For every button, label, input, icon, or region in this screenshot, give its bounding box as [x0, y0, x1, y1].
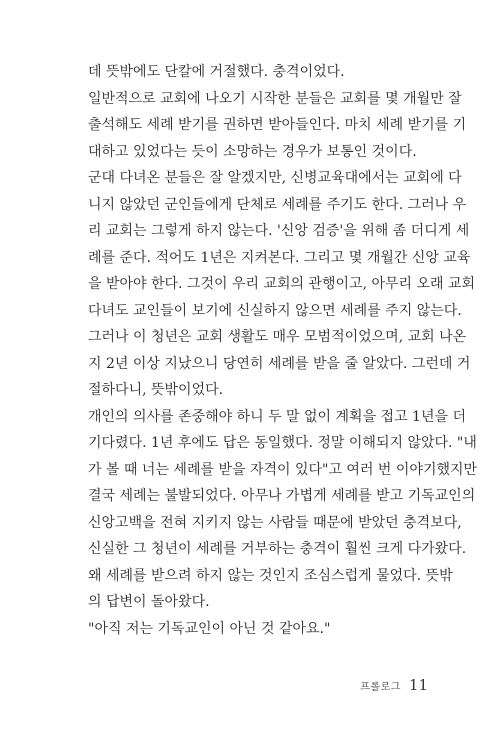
text-line: 절하다니, 뜻밖이었다.	[88, 382, 224, 398]
text-line: 일반적으로 교회에 나오기 시작한 분들은 교회를 몇 개월만 잘	[88, 90, 462, 107]
text-line: 신실한 그 청년이 세례를 거부하는 충격이 훨씬 크게 다가왔다.	[88, 541, 467, 557]
text-line: 신앙고백을 전혀 지키지 않는 사람들 때문에 받았던 충격보다,	[88, 514, 462, 531]
text-line: 니지 않았던 군인들에게 단체로 세례를 주기도 한다. 그러나 우	[88, 196, 467, 213]
text-line: 개인의 의사를 존중해야 하니 두 말 없이 계획을 접고 1년을 더	[88, 408, 466, 425]
text-line: 출석해도 세례 받기를 권하면 받아들인다. 마치 세례 받기를 기	[88, 117, 467, 133]
text-line: 대하고 있었다는 듯이 소망하는 경우가 보통인 것이다.	[88, 143, 417, 160]
body-text	[88, 59, 478, 642]
text-line: 지 2년 이상 지났으니 당연히 세례를 받을 줄 알았다. 그런데 거	[88, 355, 471, 372]
text-line: 가 볼 때 너는 세례를 받을 자격이 있다"고 여러 번 이야기했지만	[88, 461, 478, 478]
page-footer	[360, 676, 428, 694]
running-title: 프롤로그	[360, 682, 401, 693]
text-line: 리 교회는 그렇게 하지 않는다. '신앙 검증'을 위해 좀 더디게 세	[88, 223, 470, 239]
text-line: 의 답변이 돌아왔다.	[88, 594, 210, 610]
text-line: 왜 세례를 받으려 하지 않는 것인지 조심스럽게 물었다. 뜻밖	[88, 567, 453, 584]
text-line: 다녀도 교인들이 보기에 신실하지 않으면 세례를 주지 않는다.	[88, 302, 462, 319]
page-number: 11	[408, 676, 428, 694]
text-line: 그러나 이 청년은 교회 생활도 매우 모범적이었으며, 교회 나온	[88, 329, 467, 345]
text-line: 군대 다녀온 분들은 잘 알겠지만, 신병교육대에서는 교회에 다	[88, 170, 462, 186]
text-line: 례를 준다. 적어도 1년은 지켜본다. 그리고 몇 개월간 신앙 교육	[88, 249, 471, 266]
text-line: 을 받아야 한다. 그것이 우리 교회의 관행이고, 아무리 오래 교회	[88, 276, 476, 292]
text-line: 기다렸다. 1년 후에도 답은 동일했다. 정말 이해되지 않았다. "내	[88, 435, 477, 451]
text-line: 결국 세례는 불발되었다. 아무나 가볍게 세례를 받고 기독교인의	[88, 488, 476, 504]
text-line: 데 뜻밖에도 단칼에 거절했다. 충격이었다.	[88, 64, 345, 80]
text-line: "아직 저는 기독교인이 아닌 것 같아요."	[88, 620, 331, 637]
